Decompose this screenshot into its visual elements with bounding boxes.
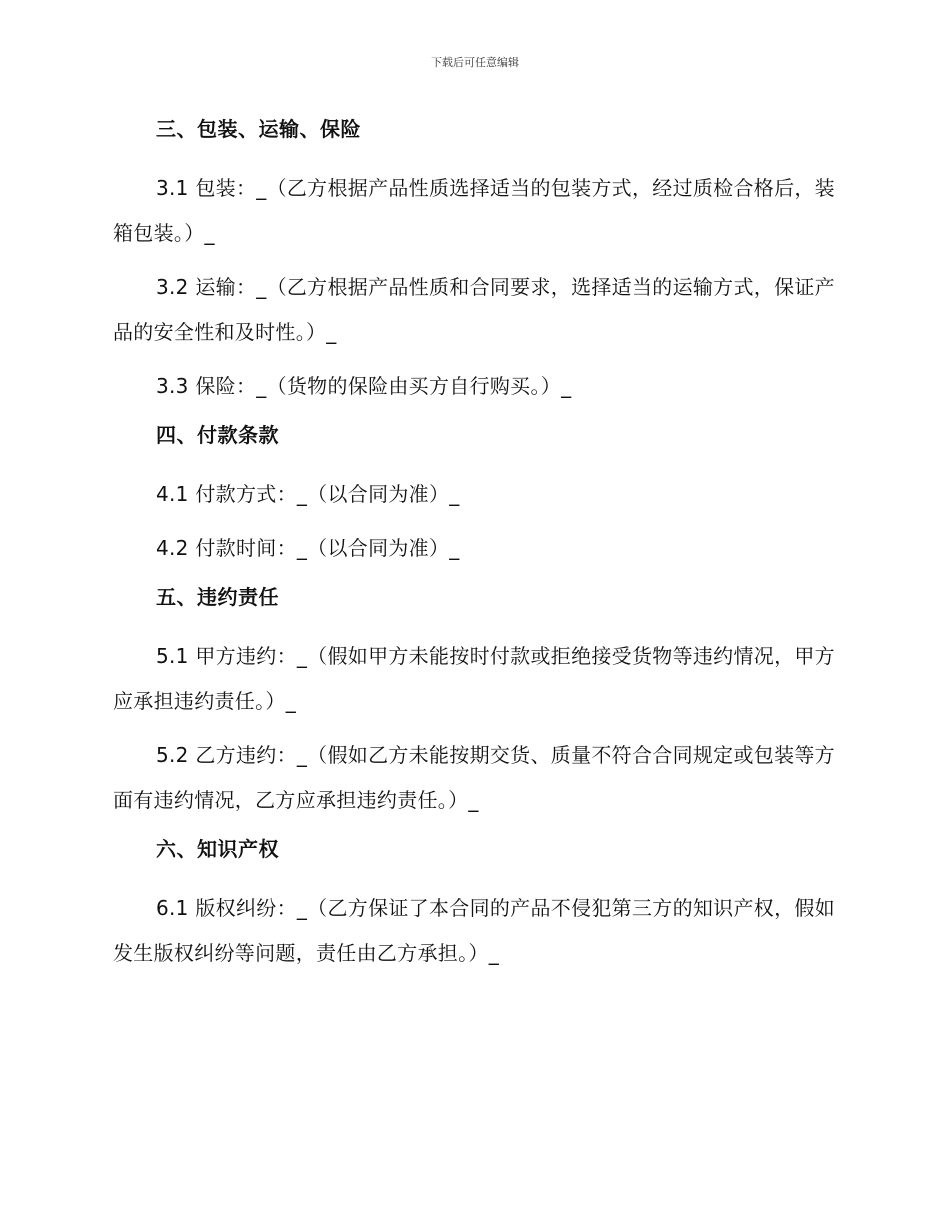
document-body (113, 112, 835, 976)
section-heading: 六、知识产权 (156, 837, 279, 861)
clause-paragraph: 4.1 付款方式：_（以合同为准）_ (156, 482, 460, 506)
clause-paragraph: 3.1 包装：_（乙方根据产品性质选择适当的包装方式，经过质检合格后，装箱包装。）_ (113, 176, 835, 245)
section-heading: 三、包装、运输、保险 (156, 117, 361, 141)
section-payment (113, 418, 835, 580)
section-packaging (113, 112, 835, 418)
section-heading: 四、付款条款 (156, 423, 279, 447)
clause-paragraph: 5.1 甲方违约：_（假如甲方未能按时付款或拒绝接受货物等违约情况，甲方应承担违约责任。）_ (113, 644, 835, 713)
clause-paragraph: 6.1 版权纠纷：_（乙方保证了本合同的产品不侵犯第三方的知识产权，假如发生版权纠纷等问题，责任由乙方承担。）_ (113, 896, 835, 965)
section-breach (113, 580, 835, 832)
clause-paragraph: 3.3 保险：_（货物的保险由买方自行购买。）_ (156, 374, 572, 398)
clause-paragraph: 4.2 付款时间：_（以合同为准）_ (156, 536, 460, 560)
section-heading: 五、违约责任 (156, 585, 279, 609)
section-ip (113, 832, 835, 976)
page-header-note: 下载后可任意编辑 (431, 56, 519, 69)
clause-paragraph: 5.2 乙方违约：_（假如乙方未能按期交货、质量不符合合同规定或包装等方面有违约情况，乙方应承担违约责任。）_ (113, 743, 835, 812)
clause-paragraph: 3.2 运输：_（乙方根据产品性质和合同要求，选择适当的运输方式，保证产品的安全性和及时性。）_ (113, 275, 835, 344)
